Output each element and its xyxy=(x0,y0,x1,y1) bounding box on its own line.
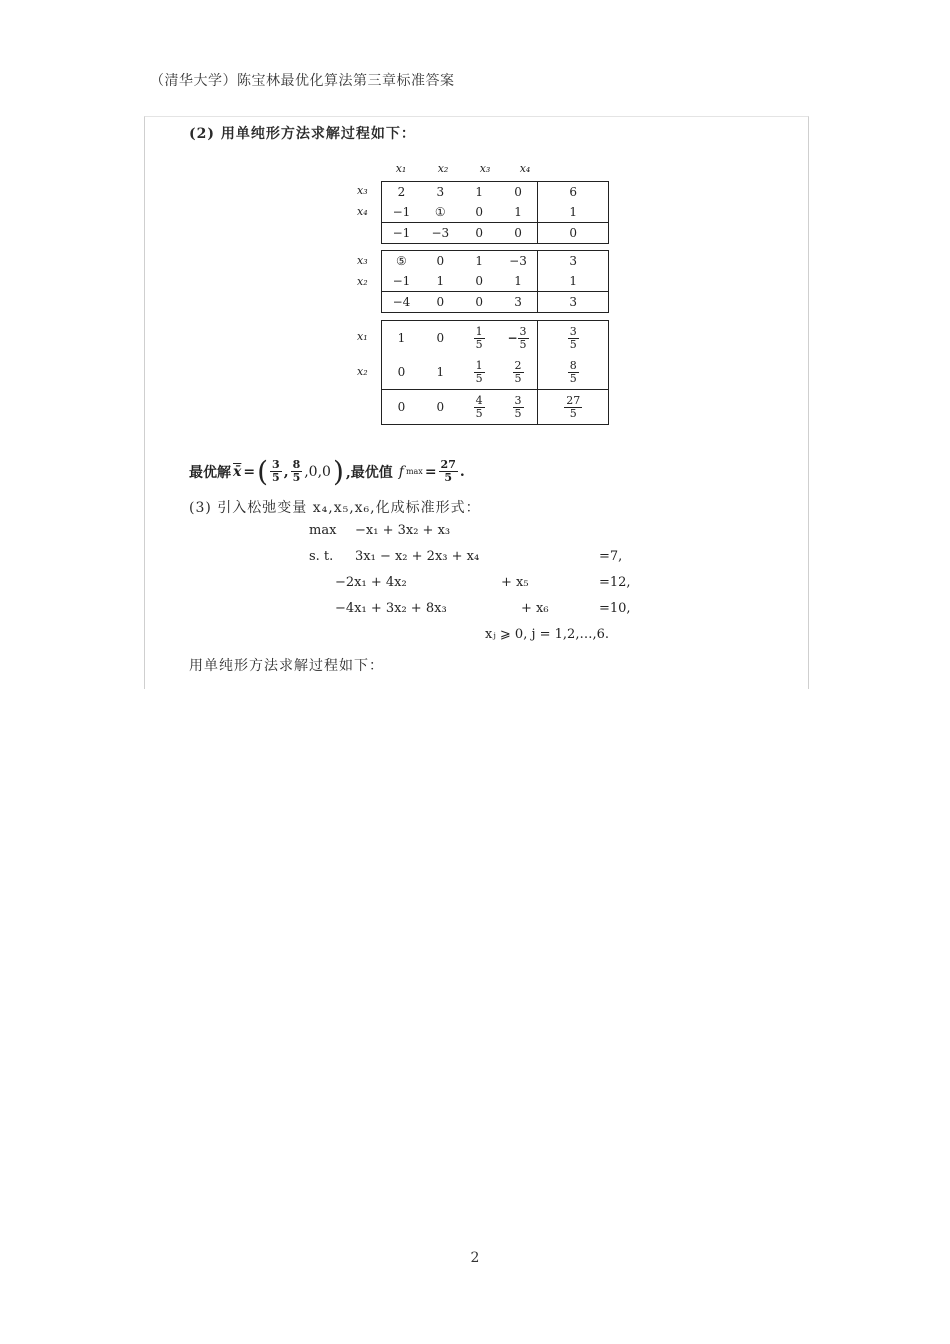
fraction-cell: $\frac{1}{5}$ xyxy=(475,358,483,385)
table-row xyxy=(382,251,608,271)
fraction: $\frac{3}{5}$ xyxy=(272,458,280,484)
rhs-cell: 1 xyxy=(538,271,608,292)
cell: −3 xyxy=(509,254,527,268)
rhs-cell: 3 xyxy=(538,251,608,271)
cell: 1 xyxy=(397,331,406,345)
separator: , xyxy=(283,463,289,480)
nonnegativity-constraint: xⱼ ⩾ 0, j = 1,2,…,6. xyxy=(485,627,609,642)
cell: 0 xyxy=(460,292,499,313)
constraint-1-lhs: 3x₁ − x₂ + 2x₃ + x₄ xyxy=(355,549,480,564)
cell: −3 xyxy=(421,223,460,244)
f-subscript: max xyxy=(405,467,423,476)
rhs-cell: $\frac{27}{5}$ xyxy=(538,390,608,425)
solution-vector-symbol: x̄ xyxy=(233,463,242,480)
cell: 1 xyxy=(475,185,483,199)
col-header-x3: x₃ xyxy=(479,162,491,175)
constraint-2-slack: + x₅ xyxy=(501,575,529,590)
scanned-solution-image xyxy=(144,116,809,689)
cell: 3 xyxy=(499,292,538,313)
page-header: （清华大学）陈宝林最优化算法第三章标准答案 xyxy=(150,73,455,89)
cell: 0 xyxy=(475,205,483,219)
cell: 0 xyxy=(514,185,522,199)
objective-row xyxy=(382,292,608,313)
row-label: x₂ xyxy=(357,365,368,378)
f-symbol: f xyxy=(398,463,404,480)
rhs-cell: 1 xyxy=(538,202,608,223)
cell: 1 xyxy=(436,274,445,288)
col-header-x2: x₂ xyxy=(437,162,449,175)
table-row xyxy=(382,271,608,292)
col-header-x4: x₄ xyxy=(519,162,531,175)
pivot-cell: ① xyxy=(434,205,446,219)
constraint-1-rhs: =7, xyxy=(599,549,623,564)
rhs-cell: 6 xyxy=(538,182,608,202)
table-row xyxy=(382,202,608,223)
row-label: x₃ xyxy=(357,254,368,267)
period: . xyxy=(459,463,465,480)
row-label: x₂ xyxy=(357,275,368,288)
objective-row xyxy=(382,390,608,425)
section-3-title: (3) 引入松弛变量 x₄,x₅,x₆,化成标准形式： xyxy=(189,500,481,516)
page-number: 2 xyxy=(470,1250,480,1266)
cell: −1 xyxy=(392,274,411,288)
optimal-solution-line xyxy=(189,455,465,488)
closing-text: 用单纯形方法求解过程如下： xyxy=(189,658,384,674)
constraint-3-rhs: =10, xyxy=(599,601,631,616)
fraction-cell: $\frac{1}{5}$ xyxy=(475,324,483,351)
cell: −4 xyxy=(382,292,421,313)
objective-function: −x₁ + 3x₂ + x₃ xyxy=(355,523,451,538)
cell: 0 xyxy=(436,254,445,268)
fraction-cell: $\frac{3}{5}$ xyxy=(499,390,538,425)
row-label: x₃ xyxy=(357,184,368,197)
cell: 3 xyxy=(436,185,445,199)
fraction-cell: − $\frac{3}{5}$ xyxy=(507,324,527,351)
constraint-3-slack: + x₆ xyxy=(521,601,549,616)
remaining-values: ,0,0 xyxy=(304,463,331,480)
cell: −1 xyxy=(392,205,411,219)
equals-sign: = xyxy=(243,463,256,480)
rhs-cell: 3 xyxy=(538,292,608,313)
table-row xyxy=(382,321,608,355)
tableau-column-headers xyxy=(381,162,541,178)
col-header-x1: x₁ xyxy=(395,162,407,175)
constraint-2-rhs: =12, xyxy=(599,575,631,590)
rhs-cell: $\frac{3}{5}$ xyxy=(538,321,608,355)
close-paren: ) xyxy=(332,455,344,488)
max-label: max xyxy=(309,523,337,538)
simplex-tableau-3 xyxy=(381,320,609,425)
pivot-cell: ⑤ xyxy=(396,254,407,268)
cell: 0 xyxy=(475,274,483,288)
open-paren: ( xyxy=(257,455,269,488)
constraint-3-lhs: −4x₁ + 3x₂ + 8x₃ xyxy=(335,601,447,616)
cell: 1 xyxy=(475,254,483,268)
optimal-value-label: ,最优值 xyxy=(345,464,393,481)
cell: 0 xyxy=(460,223,499,244)
cell: 2 xyxy=(397,185,406,199)
cell: 1 xyxy=(514,274,522,288)
rhs-cell: $\frac{8}{5}$ xyxy=(538,355,608,390)
cell: 0 xyxy=(499,223,538,244)
result-prefix: 最优解 xyxy=(189,464,231,481)
cell: 0 xyxy=(421,390,460,425)
cell: 0 xyxy=(421,292,460,313)
cell: 0 xyxy=(397,365,406,379)
fraction: $\frac{8}{5}$ xyxy=(292,458,301,484)
objective-row xyxy=(382,223,608,244)
fraction: $\frac{27}{5}$ xyxy=(440,458,456,484)
cell: 1 xyxy=(514,205,522,219)
rhs-cell: 0 xyxy=(538,223,608,244)
simplex-tableau-2 xyxy=(381,250,609,313)
table-row xyxy=(382,182,608,202)
constraint-2-lhs: −2x₁ + 4x₂ xyxy=(335,575,407,590)
row-label: x₁ xyxy=(357,330,368,343)
row-label: x₄ xyxy=(357,205,368,218)
cell: −1 xyxy=(382,223,421,244)
cell: 0 xyxy=(382,390,421,425)
simplex-tableau-1 xyxy=(381,181,609,244)
table-row xyxy=(382,355,608,390)
section-2-title: (2) 用单纯形方法求解过程如下： xyxy=(189,126,416,142)
fraction-cell: $\frac{2}{5}$ xyxy=(514,358,522,385)
subject-to-label: s. t. xyxy=(309,549,334,564)
fraction-cell: $\frac{4}{5}$ xyxy=(460,390,499,425)
cell: 1 xyxy=(436,365,445,379)
equals-sign: = xyxy=(424,463,437,480)
cell: 0 xyxy=(436,331,445,345)
